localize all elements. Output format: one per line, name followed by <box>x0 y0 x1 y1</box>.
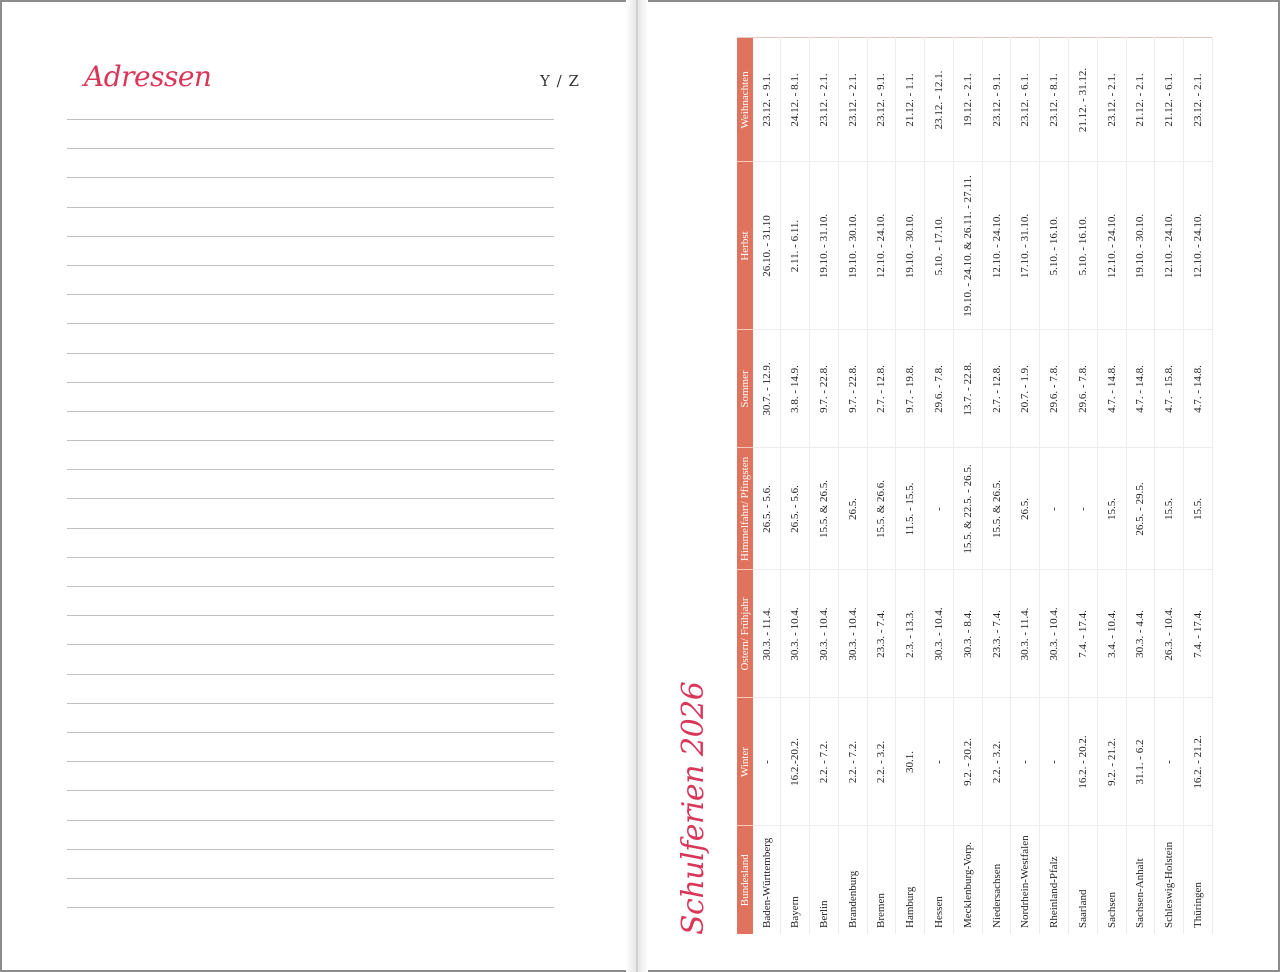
address-line <box>67 849 554 850</box>
state-name: Rheinland-Pfalz <box>1040 826 1069 934</box>
holiday-cell: 24.12. - 8.1. <box>781 38 810 162</box>
holiday-cell: 23.12. - 2.1. <box>838 38 867 162</box>
holiday-cell: 23.3. - 7.4. <box>867 570 896 698</box>
state-name: Bayern <box>781 826 810 934</box>
address-line <box>67 440 554 441</box>
table-row <box>753 38 781 934</box>
address-line <box>67 703 554 704</box>
table-row <box>1184 38 1213 934</box>
holiday-cell: 2.2. - 3.2. <box>982 698 1011 826</box>
state-name: Hamburg <box>896 826 925 934</box>
holiday-cell: 2.3. - 13.3. <box>896 570 925 698</box>
alphabet-index: Y / Z <box>540 72 580 90</box>
address-line <box>67 615 554 616</box>
holiday-cell: 31.1. - 6.2 <box>1126 698 1155 826</box>
holiday-cell: 15.5. & 26.5. <box>982 448 1011 570</box>
holiday-cell: 12.10. - 24.10. <box>1097 162 1126 330</box>
holiday-cell: 15.5. & 26.6. <box>867 448 896 570</box>
holiday-cell: 23.12. - 9.1. <box>867 38 896 162</box>
holiday-cell: 30.7. - 12.9. <box>753 330 781 448</box>
holiday-cell: 12.10. - 24.10. <box>867 162 896 330</box>
address-line <box>67 820 554 821</box>
holiday-cell: 15.5. & 26.5. <box>809 448 838 570</box>
holiday-cell: 29.6. - 7.8. <box>1040 330 1069 448</box>
holiday-cell: - <box>925 698 954 826</box>
holiday-cell: 3.4. - 10.4. <box>1097 570 1126 698</box>
holiday-cell: - <box>1040 448 1069 570</box>
table-row <box>1155 38 1184 934</box>
state-name: Berlin <box>809 826 838 934</box>
state-name: Sachsen <box>1097 826 1126 934</box>
state-name: Bremen <box>867 826 896 934</box>
holiday-cell: 9.7. - 22.8. <box>838 330 867 448</box>
holiday-cell: 2.2. - 3.2. <box>867 698 896 826</box>
holiday-cell: 5.10. - 16.10. <box>1040 162 1069 330</box>
holiday-cell: 20.7. - 1.9. <box>1011 330 1040 448</box>
holiday-cell: 16.2.-20.2. <box>781 698 810 826</box>
table-row <box>1011 38 1040 934</box>
table-row <box>953 38 982 934</box>
address-line <box>67 353 554 354</box>
address-line <box>67 411 554 412</box>
holiday-cell: 30.3. - 10.4. <box>1040 570 1069 698</box>
holiday-cell: 26.5. - 5.6. <box>753 448 781 570</box>
header-ostern: Ostern/ Frühjahr <box>737 570 753 698</box>
holiday-cell: 19.10. - 24.10. & 26.11. - 27.11. <box>953 162 982 330</box>
state-name: Baden-Württemberg <box>753 826 781 934</box>
holiday-cell: 19.10. - 31.10. <box>809 162 838 330</box>
holiday-cell: 23.12. - 8.1. <box>1040 38 1069 162</box>
holiday-table-wrap <box>737 38 1213 934</box>
holiday-cell: 9.2. - 20.2. <box>953 698 982 826</box>
address-line <box>67 528 554 529</box>
address-line <box>67 732 554 733</box>
holiday-cell: - <box>1011 698 1040 826</box>
address-line <box>67 498 554 499</box>
holiday-cell: 2.2. - 7.2. <box>838 698 867 826</box>
holiday-cell: 30.3. - 11.4. <box>753 570 781 698</box>
holiday-cell: 26.5. <box>1011 448 1040 570</box>
state-name: Hessen <box>925 826 954 934</box>
state-name: Mecklenburg-Vorp. <box>953 826 982 934</box>
state-name: Schleswig-Holstein <box>1155 826 1184 934</box>
header-winter: Winter <box>737 698 753 826</box>
state-name: Saarland <box>1068 826 1097 934</box>
holiday-cell: 15.5. <box>1097 448 1126 570</box>
table-row <box>896 38 925 934</box>
address-line <box>67 207 554 208</box>
address-line <box>67 236 554 237</box>
table-row <box>838 38 867 934</box>
page-title-schulferien: Schulferien 2026 <box>676 681 711 935</box>
holiday-cell: 15.5. <box>1155 448 1184 570</box>
holiday-table <box>737 38 1213 935</box>
address-line <box>67 294 554 295</box>
holiday-cell: 12.10. - 24.10. <box>1184 162 1213 330</box>
holiday-cell: 29.6. - 7.8. <box>1068 330 1097 448</box>
header-pfingsten: Himmelfahrt/ Pfingsten <box>737 448 753 570</box>
address-line <box>67 907 554 908</box>
holiday-cell: 29.6. - 7.8. <box>925 330 954 448</box>
header-sommer: Sommer <box>737 330 753 448</box>
address-line <box>67 674 554 675</box>
holiday-cell: 16.2. - 20.2. <box>1068 698 1097 826</box>
book-gutter <box>626 0 648 972</box>
holiday-cell: 19.10. - 30.10. <box>838 162 867 330</box>
holiday-cell: 30.1. <box>896 698 925 826</box>
holiday-cell: 2.11. - 6.11. <box>781 162 810 330</box>
holiday-cell: 23.12. - 2.1. <box>1184 38 1213 162</box>
table-row <box>1040 38 1069 934</box>
holiday-cell: 23.12. - 2.1. <box>1097 38 1126 162</box>
holiday-cell: 19.10. - 30.10. <box>896 162 925 330</box>
address-line <box>67 557 554 558</box>
state-name: Thüringen <box>1184 826 1213 934</box>
address-line <box>67 177 554 178</box>
page-title-adressen: Adressen <box>84 60 212 93</box>
holiday-cell: 7.4. - 17.4. <box>1068 570 1097 698</box>
table-row <box>867 38 896 934</box>
holiday-cell: 30.3. - 11.4. <box>1011 570 1040 698</box>
holiday-cell: 30.3. - 8.4. <box>953 570 982 698</box>
holiday-cell: 30.3. - 10.4. <box>838 570 867 698</box>
holiday-cell: 9.2. - 21.2. <box>1097 698 1126 826</box>
holiday-cell: 4.7. - 15.8. <box>1155 330 1184 448</box>
table-row <box>1097 38 1126 934</box>
holiday-cell: 23.12. - 9.1. <box>982 38 1011 162</box>
holiday-cell: 19.12. - 2.1. <box>953 38 982 162</box>
holiday-cell: 23.3. - 7.4. <box>982 570 1011 698</box>
table-header-row <box>737 38 753 934</box>
holiday-cell: 21.12. - 1.1. <box>896 38 925 162</box>
holiday-cell: 26.5. - 5.6. <box>781 448 810 570</box>
table-row <box>781 38 810 934</box>
holiday-cell: 11.5. - 15.5. <box>896 448 925 570</box>
holiday-cell: 12.10. - 24.10. <box>1155 162 1184 330</box>
holiday-cell: 19.10. - 30.10. <box>1126 162 1155 330</box>
address-line <box>67 644 554 645</box>
holiday-cell: - <box>925 448 954 570</box>
holiday-cell: 26.3. - 10.4. <box>1155 570 1184 698</box>
holiday-cell: 16.2. - 21.2. <box>1184 698 1213 826</box>
holiday-cell: 21.12. - 6.1. <box>1155 38 1184 162</box>
address-line <box>67 323 554 324</box>
address-line <box>67 265 554 266</box>
holiday-cell: 3.8. - 14.9. <box>781 330 810 448</box>
holiday-cell: 2.7. - 12.8. <box>982 330 1011 448</box>
holiday-cell: 17.10. - 31.10. <box>1011 162 1040 330</box>
holiday-cell: - <box>1155 698 1184 826</box>
holiday-cell: 26.5. - 29.5. <box>1126 448 1155 570</box>
holiday-cell: - <box>1068 448 1097 570</box>
header-weihnachten: Weihnachten <box>737 38 753 162</box>
header-bundesland: Bundesland <box>737 826 753 934</box>
holiday-cell: 4.7. - 14.8. <box>1184 330 1213 448</box>
holiday-table-rotator <box>737 38 1213 934</box>
holiday-cell: 7.4. - 17.4. <box>1184 570 1213 698</box>
header-herbst: Herbst <box>737 162 753 330</box>
address-line <box>67 119 554 120</box>
address-line <box>67 761 554 762</box>
holiday-cell: 15.5. <box>1184 448 1213 570</box>
holiday-cell: 4.7. - 14.8. <box>1126 330 1155 448</box>
holiday-cell: 13.7. - 22.8. <box>953 330 982 448</box>
address-line <box>67 878 554 879</box>
table-row <box>809 38 838 934</box>
holiday-cell: 2.2. - 7.2. <box>809 698 838 826</box>
state-name: Sachsen-Anhalt <box>1126 826 1155 934</box>
holiday-cell: - <box>1040 698 1069 826</box>
state-name: Brandenburg <box>838 826 867 934</box>
holiday-cell: 23.12. - 9.1. <box>753 38 781 162</box>
holiday-cell: 23.12. - 6.1. <box>1011 38 1040 162</box>
holiday-cell: 5.10. - 17.10. <box>925 162 954 330</box>
holiday-cell: 26.10. - 31.10 <box>753 162 781 330</box>
holiday-cell: 30.3. - 10.4. <box>781 570 810 698</box>
state-name: Nordrhein-Westfalen <box>1011 826 1040 934</box>
holiday-cell: 5.10. - 16.10. <box>1068 162 1097 330</box>
holiday-cell: - <box>753 698 781 826</box>
holiday-cell: 21.12. - 31.12. <box>1068 38 1097 162</box>
holiday-cell: 21.12. - 2.1. <box>1126 38 1155 162</box>
holiday-cell: 9.7. - 19.8. <box>896 330 925 448</box>
address-line <box>67 469 554 470</box>
holiday-cell: 9.7. - 22.8. <box>809 330 838 448</box>
table-row <box>982 38 1011 934</box>
holiday-cell: 12.10. - 24.10. <box>982 162 1011 330</box>
holiday-cell: 23.12. - 2.1. <box>809 38 838 162</box>
holiday-cell: 2.7. - 12.8. <box>867 330 896 448</box>
holiday-cell: 30.3. - 10.4. <box>925 570 954 698</box>
table-row <box>1068 38 1097 934</box>
address-line <box>67 790 554 791</box>
state-name: Niedersachsen <box>982 826 1011 934</box>
address-line <box>67 586 554 587</box>
holiday-cell: 23.12. - 12.1. <box>925 38 954 162</box>
holiday-cell: 4.7. - 14.8. <box>1097 330 1126 448</box>
address-line <box>67 148 554 149</box>
holiday-cell: 26.5. <box>838 448 867 570</box>
address-line <box>67 382 554 383</box>
table-row <box>925 38 954 934</box>
table-row <box>1126 38 1155 934</box>
holiday-cell: 15.5. & 22.5. - 26.5. <box>953 448 982 570</box>
holiday-cell: 30.3. - 10.4. <box>809 570 838 698</box>
holiday-cell: 30.3. - 4.4. <box>1126 570 1155 698</box>
address-lines <box>67 119 554 936</box>
